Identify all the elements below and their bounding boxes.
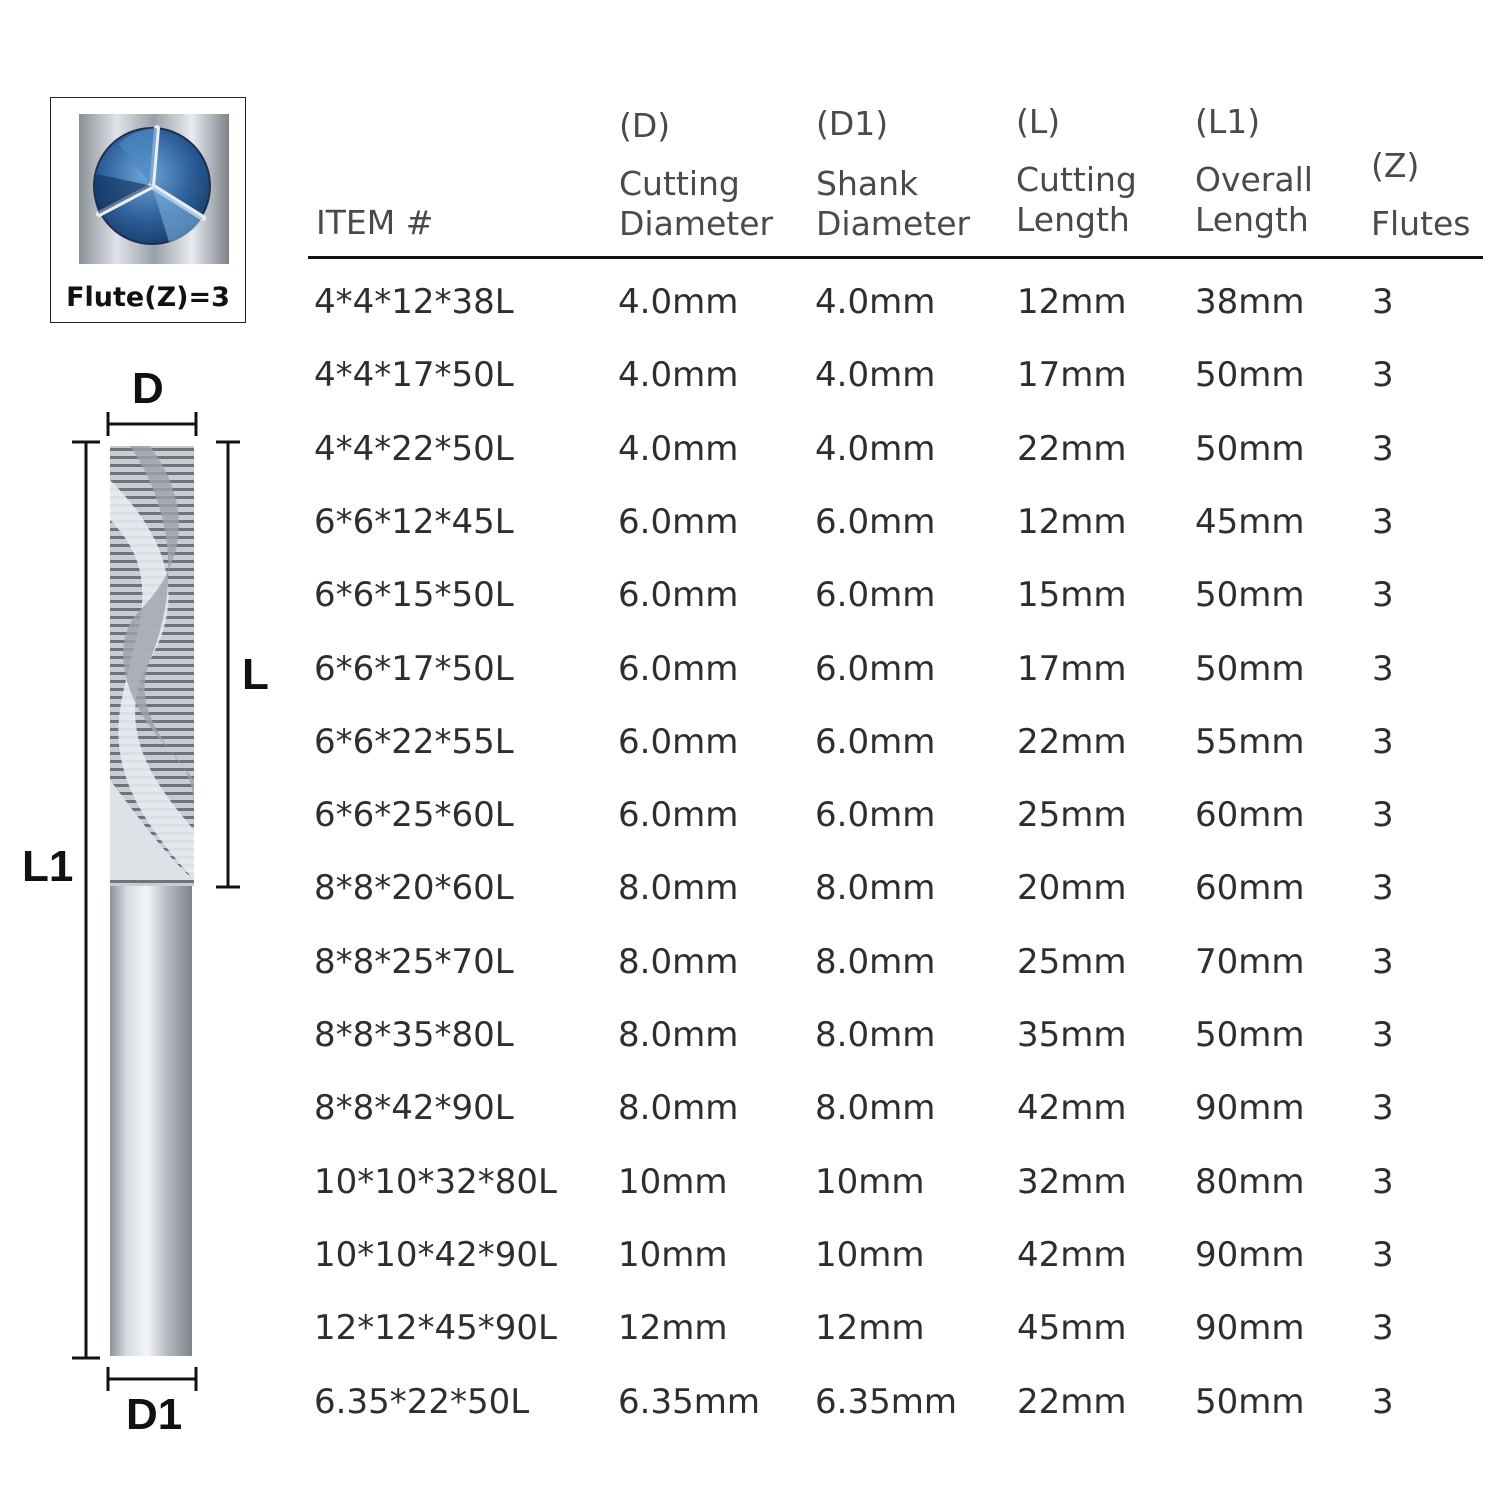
flute-count-label: Flute(Z)=3	[66, 282, 230, 313]
cell-cutting-length: 45mm	[1017, 1308, 1127, 1348]
cell-flutes: 3	[1372, 649, 1394, 689]
cell-flutes: 3	[1372, 429, 1394, 469]
cell-flutes: 3	[1372, 355, 1394, 395]
cell-cutting-length: 22mm	[1017, 1382, 1127, 1422]
cell-cutting-diameter: 10mm	[618, 1235, 728, 1275]
label-l1: L1	[22, 842, 74, 891]
cell-overall-length: 50mm	[1195, 355, 1305, 395]
cell-shank-diameter: 6.0mm	[815, 502, 936, 542]
cell-overall-length: 50mm	[1195, 1015, 1305, 1055]
header-l1-line1: Overall	[1195, 160, 1313, 199]
cell-overall-length: 70mm	[1195, 942, 1305, 982]
table-row	[0, 419, 1500, 479]
header-l1-code: (L1)	[1195, 102, 1261, 141]
header-l-line1: Cutting	[1016, 160, 1137, 199]
cell-overall-length: 60mm	[1195, 868, 1305, 908]
cell-item-number: 10*10*42*90L	[314, 1235, 557, 1275]
cell-overall-length: 45mm	[1195, 502, 1305, 542]
cell-cutting-diameter: 6.0mm	[618, 795, 739, 835]
cell-cutting-length: 12mm	[1017, 282, 1127, 322]
cell-item-number: 6.35*22*50L	[314, 1382, 530, 1422]
cell-shank-diameter: 8.0mm	[815, 868, 936, 908]
table-row	[0, 1225, 1500, 1285]
cell-cutting-length: 35mm	[1017, 1015, 1127, 1055]
header-d-line2: Diameter	[619, 204, 774, 243]
cell-flutes: 3	[1372, 868, 1394, 908]
cell-overall-length: 38mm	[1195, 282, 1305, 322]
cell-cutting-diameter: 8.0mm	[618, 868, 739, 908]
header-d1-line2: Diameter	[816, 204, 971, 243]
header-flutes	[1371, 144, 1471, 246]
table-row	[0, 492, 1500, 552]
cell-overall-length: 60mm	[1195, 795, 1305, 835]
cell-shank-diameter: 10mm	[815, 1235, 925, 1275]
header-cutting-diameter	[619, 104, 773, 246]
cell-overall-length: 50mm	[1195, 575, 1305, 615]
cell-shank-diameter: 4.0mm	[815, 282, 936, 322]
header-overall-length	[1195, 100, 1313, 242]
cell-cutting-length: 22mm	[1017, 722, 1127, 762]
cell-shank-diameter: 4.0mm	[815, 429, 936, 469]
header-d-line1: Cutting	[619, 164, 740, 203]
cell-cutting-diameter: 4.0mm	[618, 282, 739, 322]
cell-flutes: 3	[1372, 1162, 1394, 1202]
table-row	[0, 1005, 1500, 1065]
cell-cutting-length: 20mm	[1017, 868, 1127, 908]
cell-item-number: 4*4*17*50L	[314, 355, 514, 395]
cell-item-number: 4*4*12*38L	[314, 282, 514, 322]
cell-overall-length: 55mm	[1195, 722, 1305, 762]
cell-shank-diameter: 10mm	[815, 1162, 925, 1202]
cell-cutting-length: 22mm	[1017, 429, 1127, 469]
table-row	[0, 858, 1500, 918]
cell-shank-diameter: 6.35mm	[815, 1382, 957, 1422]
cell-shank-diameter: 8.0mm	[815, 1015, 936, 1055]
cell-shank-diameter: 6.0mm	[815, 795, 936, 835]
cell-cutting-length: 12mm	[1017, 502, 1127, 542]
cell-shank-diameter: 8.0mm	[815, 942, 936, 982]
cell-flutes: 3	[1372, 1308, 1394, 1348]
table-row	[0, 639, 1500, 699]
header-item	[316, 202, 433, 244]
cell-overall-length: 90mm	[1195, 1308, 1305, 1348]
table-row	[0, 785, 1500, 845]
cell-item-number: 6*6*15*50L	[314, 575, 514, 615]
cell-cutting-diameter: 6.0mm	[618, 575, 739, 615]
cell-cutting-diameter: 6.0mm	[618, 722, 739, 762]
cell-flutes: 3	[1372, 502, 1394, 542]
header-item-label: ITEM #	[316, 203, 434, 242]
cell-cutting-length: 32mm	[1017, 1162, 1127, 1202]
cell-overall-length: 50mm	[1195, 429, 1305, 469]
cell-item-number: 12*12*45*90L	[314, 1308, 557, 1348]
cell-cutting-length: 15mm	[1017, 575, 1127, 615]
cell-cutting-length: 25mm	[1017, 795, 1127, 835]
cell-overall-length: 90mm	[1195, 1235, 1305, 1275]
header-d1-code: (D1)	[816, 104, 889, 143]
cell-overall-length: 90mm	[1195, 1088, 1305, 1128]
table-row	[0, 712, 1500, 772]
table-row	[0, 565, 1500, 625]
cell-cutting-diameter: 12mm	[618, 1308, 728, 1348]
label-d1: D1	[126, 1390, 183, 1439]
cell-item-number: 6*6*22*55L	[314, 722, 514, 762]
header-shank-diameter	[816, 102, 970, 246]
cell-overall-length: 50mm	[1195, 649, 1305, 689]
header-l-code: (L)	[1016, 102, 1061, 141]
cell-overall-length: 50mm	[1195, 1382, 1305, 1422]
cell-item-number: 6*6*25*60L	[314, 795, 514, 835]
cell-cutting-diameter: 8.0mm	[618, 942, 739, 982]
cell-shank-diameter: 4.0mm	[815, 355, 936, 395]
header-d1-line1: Shank	[816, 164, 919, 203]
cell-shank-diameter: 6.0mm	[815, 722, 936, 762]
cell-flutes: 3	[1372, 1235, 1394, 1275]
cell-item-number: 10*10*32*80L	[314, 1162, 557, 1202]
header-cutting-length	[1016, 100, 1137, 242]
table-row	[0, 932, 1500, 992]
cell-cutting-diameter: 4.0mm	[618, 355, 739, 395]
cell-cutting-diameter: 8.0mm	[618, 1088, 739, 1128]
cell-item-number: 8*8*35*80L	[314, 1015, 514, 1055]
cell-cutting-diameter: 6.35mm	[618, 1382, 760, 1422]
cell-flutes: 3	[1372, 1088, 1394, 1128]
table-row	[0, 1078, 1500, 1138]
cell-flutes: 3	[1372, 1382, 1394, 1422]
cell-item-number: 8*8*20*60L	[314, 868, 514, 908]
cell-item-number: 4*4*22*50L	[314, 429, 514, 469]
cell-shank-diameter: 6.0mm	[815, 649, 936, 689]
flute-cross-section-image	[79, 114, 229, 264]
cell-flutes: 3	[1372, 942, 1394, 982]
cell-cutting-length: 42mm	[1017, 1235, 1127, 1275]
cell-cutting-length: 25mm	[1017, 942, 1127, 982]
header-z-code: (Z)	[1371, 146, 1420, 185]
cell-cutting-length: 42mm	[1017, 1088, 1127, 1128]
cell-cutting-diameter: 6.0mm	[618, 649, 739, 689]
cell-item-number: 6*6*12*45L	[314, 502, 514, 542]
label-d: D	[132, 364, 164, 413]
cell-shank-diameter: 6.0mm	[815, 575, 936, 615]
cell-flutes: 3	[1372, 722, 1394, 762]
table-row	[0, 345, 1500, 405]
cell-shank-diameter: 8.0mm	[815, 1088, 936, 1128]
header-rule	[308, 256, 1483, 259]
table-row	[0, 1152, 1500, 1212]
cell-overall-length: 80mm	[1195, 1162, 1305, 1202]
header-d-code: (D)	[619, 106, 671, 145]
header-l1-line2: Length	[1195, 200, 1309, 239]
cell-item-number: 8*8*42*90L	[314, 1088, 514, 1128]
label-l: L	[242, 650, 269, 699]
table-row	[0, 1298, 1500, 1358]
cell-cutting-diameter: 10mm	[618, 1162, 728, 1202]
header-z-line1: Flutes	[1371, 204, 1471, 243]
table-row	[0, 1372, 1500, 1432]
cell-flutes: 3	[1372, 1015, 1394, 1055]
cell-cutting-diameter: 4.0mm	[618, 429, 739, 469]
cell-cutting-length: 17mm	[1017, 649, 1127, 689]
cell-flutes: 3	[1372, 575, 1394, 615]
table-row	[0, 272, 1500, 332]
cell-flutes: 3	[1372, 795, 1394, 835]
cell-item-number: 8*8*25*70L	[314, 942, 514, 982]
cell-item-number: 6*6*17*50L	[314, 649, 514, 689]
cell-cutting-length: 17mm	[1017, 355, 1127, 395]
cell-cutting-diameter: 8.0mm	[618, 1015, 739, 1055]
cell-cutting-diameter: 6.0mm	[618, 502, 739, 542]
header-l-line2: Length	[1016, 200, 1130, 239]
cell-shank-diameter: 12mm	[815, 1308, 925, 1348]
cell-flutes: 3	[1372, 282, 1394, 322]
